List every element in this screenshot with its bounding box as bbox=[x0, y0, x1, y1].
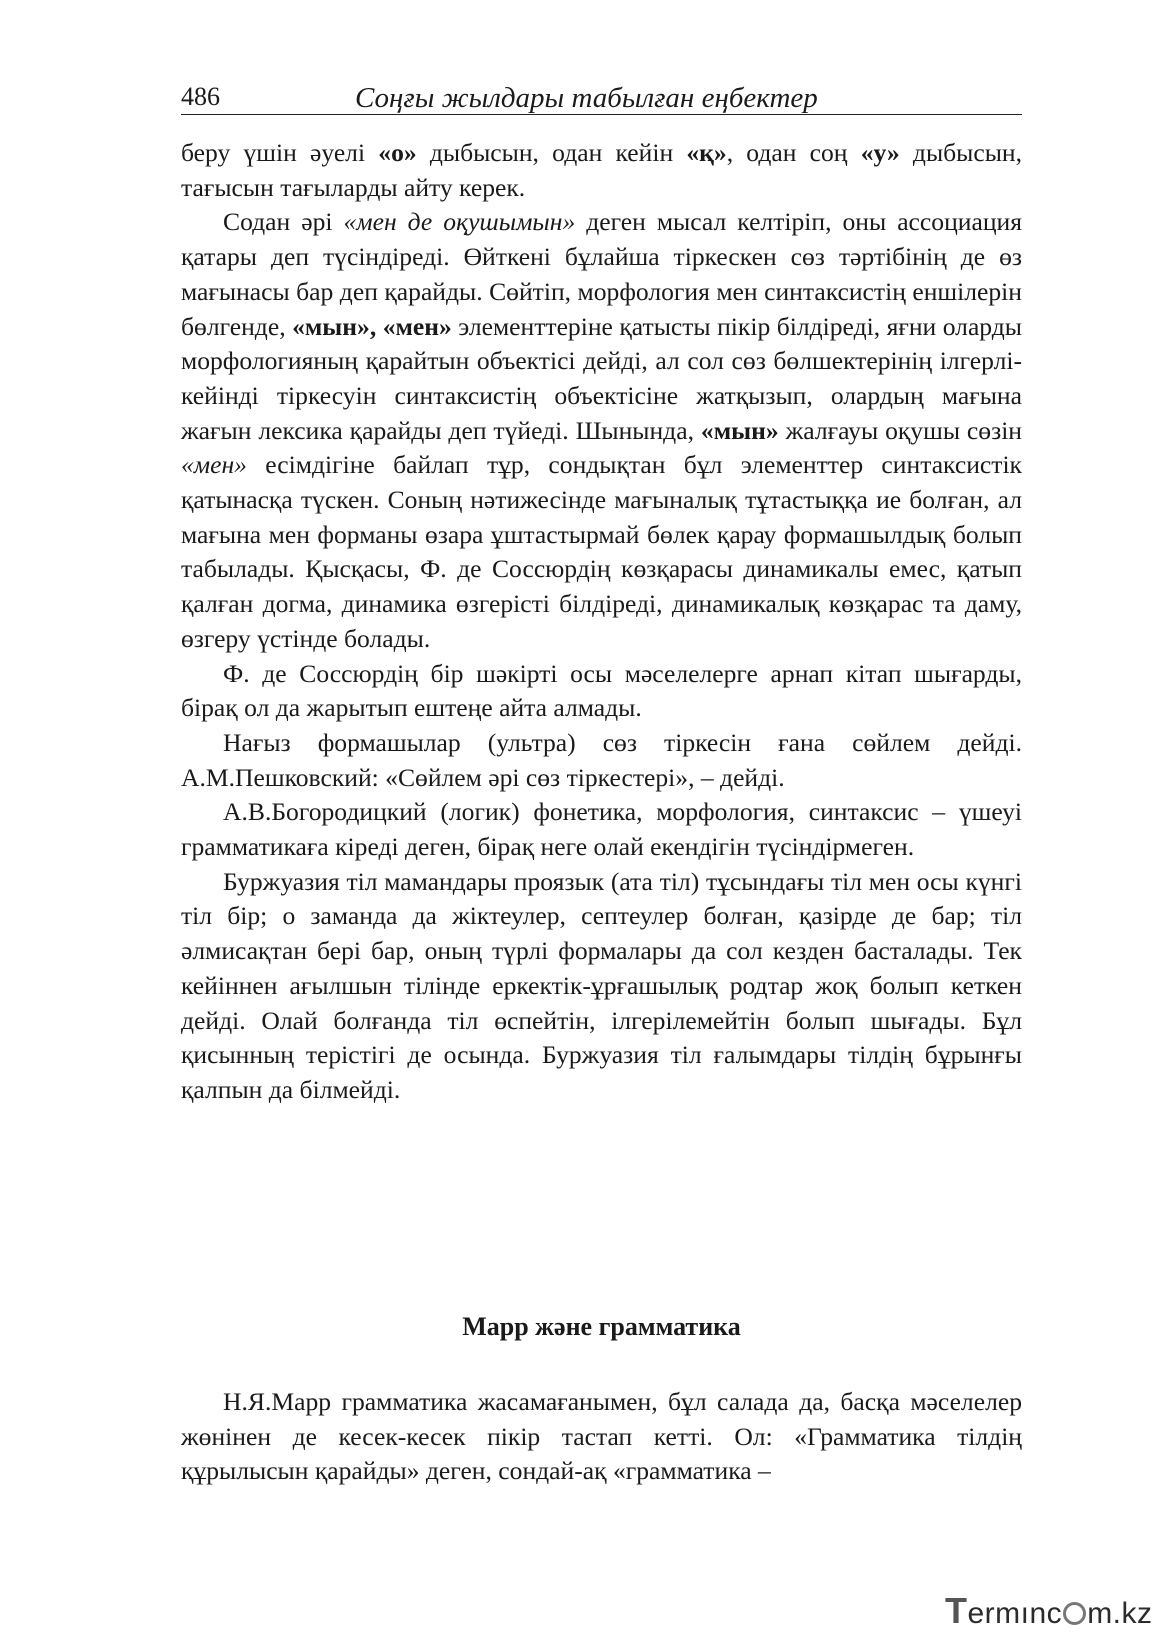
text-run: жалғауы оқушы сөзін bbox=[778, 415, 1022, 445]
running-title: Соңғы жылдары табылған еңбектер bbox=[355, 82, 818, 114]
bold-run: «о» bbox=[378, 138, 417, 167]
bold-run: «қ» bbox=[686, 138, 727, 167]
paragraph-1 bbox=[181, 136, 1022, 205]
italic-run: «мен» bbox=[181, 450, 247, 480]
bold-run: «мын» bbox=[700, 415, 779, 445]
paragraph-6: Буржуазия тіл мамандары проязык (ата тіл) тұсындағы тіл мен осы күнгі тіл бір; о заманда да жіктеулер, септеулер болған, қазірде де бар; тіл әлмисақтан бері бар, оның түрлі формалары да сол кезден басталады. Тек кейіннен ағылшын тілінде еркектік-ұрғашылық родтар жоқ болып кеткен дейді. Олай болғанда тіл өспейтін, ілгерілемейтін болып шығады. Бұл қисынның терістігі де осында. Буржуазия тіл ғалымдары тілдің бұрынғы қалпын да білмейді. bbox=[181, 866, 1022, 1104]
text-run: , одан соң bbox=[726, 138, 861, 167]
text-run: беру үшін әуелі bbox=[181, 138, 379, 167]
paragraph-3: Ф. де Соссюрдің бір шәкірті осы мәселелерге арнап кітап шығарды, бірақ ол да жарытып ештеңе айта алмады. bbox=[181, 658, 1022, 723]
text-run: Содан әрі bbox=[223, 207, 344, 237]
watermark-domain: m.kz bbox=[1087, 1597, 1153, 1630]
bold-run: «мын», «мен» bbox=[292, 311, 452, 341]
magnifier-icon bbox=[1063, 1602, 1086, 1625]
text-run: деген мысал келтіріп, оны ассоциация қатары деп түсіндіреді. Өйткені бұлайша тіркескен сөз тәртібінің де өз мағынасы бар деп қарайды. Сөйтіп, морфология мен синтаксистің еншілерін бөлгенде, bbox=[181, 207, 1022, 341]
site-watermark-logo bbox=[945, 1590, 1153, 1630]
paragraph-7: Н.Я.Марр грамматика жасамағанымен, бұл салада да, басқа мәселелер жөнінен де кесек-кесек пікір тастап кетті. Ол: «Грамматика тілдің құрылысын қарайды» деген, сондай-ақ «грамматика – bbox=[181, 1387, 1022, 1486]
watermark-letter: T bbox=[945, 1590, 968, 1631]
paragraph-4: Нағыз формашылар (ультра) сөз тіркесін ғана сөйлем дейді. А.М.Пешковский: «Сөйлем әрі сөз тіркестері», – дейді. bbox=[181, 727, 1022, 792]
page-number: 486 bbox=[181, 82, 220, 111]
paragraph-2 bbox=[181, 205, 1022, 656]
bold-run: «у» bbox=[860, 138, 900, 167]
text-run: элементтеріне қатысты пікір білдіреді, яғни оларды морфологияның қарайтын объектісі дейді, ал сол сөз бөлшектерінің ілгерлі-кейінді тіркесуін синтаксистің объектісіне жатқызып, олардың мағына жағын лексика қарайды деп түйеді. Шынында, bbox=[181, 311, 1022, 445]
text-run: дыбысын, одан кейін bbox=[416, 138, 687, 167]
italic-run: «мен де оқушымын» bbox=[343, 207, 576, 237]
text-run: дыбысын, тағысын тағыларды айту керек. bbox=[181, 138, 1023, 202]
paragraph-5: А.В.Богородицкий (логик) фонетика, морфология, синтаксис – үшеуі грамматикаға кіреді деген, бірақ неге олай екендігін түсіндірмеген. bbox=[181, 797, 1022, 862]
text-run: есімдігіне байлап тұр, сондықтан бұл элементтер синтаксистік қатынасқа түскен. Соның нәтижесінде мағыналық тұтастыққа ие болған, ал мағына мен форманы өзара ұштастырмай бөлек қарау формашылдық болып табылады. Қысқасы, Ф. де Соссюрдің көзқарасы динамикалы емес, қатып қалған догма, динамика өзгерісті білдіреді, динамикалық көзқарас та даму, өзгеру үстінде болады. bbox=[181, 450, 1022, 653]
section-heading: Марр және грамматика bbox=[462, 1312, 741, 1341]
running-header bbox=[181, 78, 1022, 115]
watermark-text: ermınc bbox=[967, 1597, 1063, 1630]
body-text-continued bbox=[181, 1385, 1022, 1489]
body-text bbox=[181, 136, 1022, 1108]
